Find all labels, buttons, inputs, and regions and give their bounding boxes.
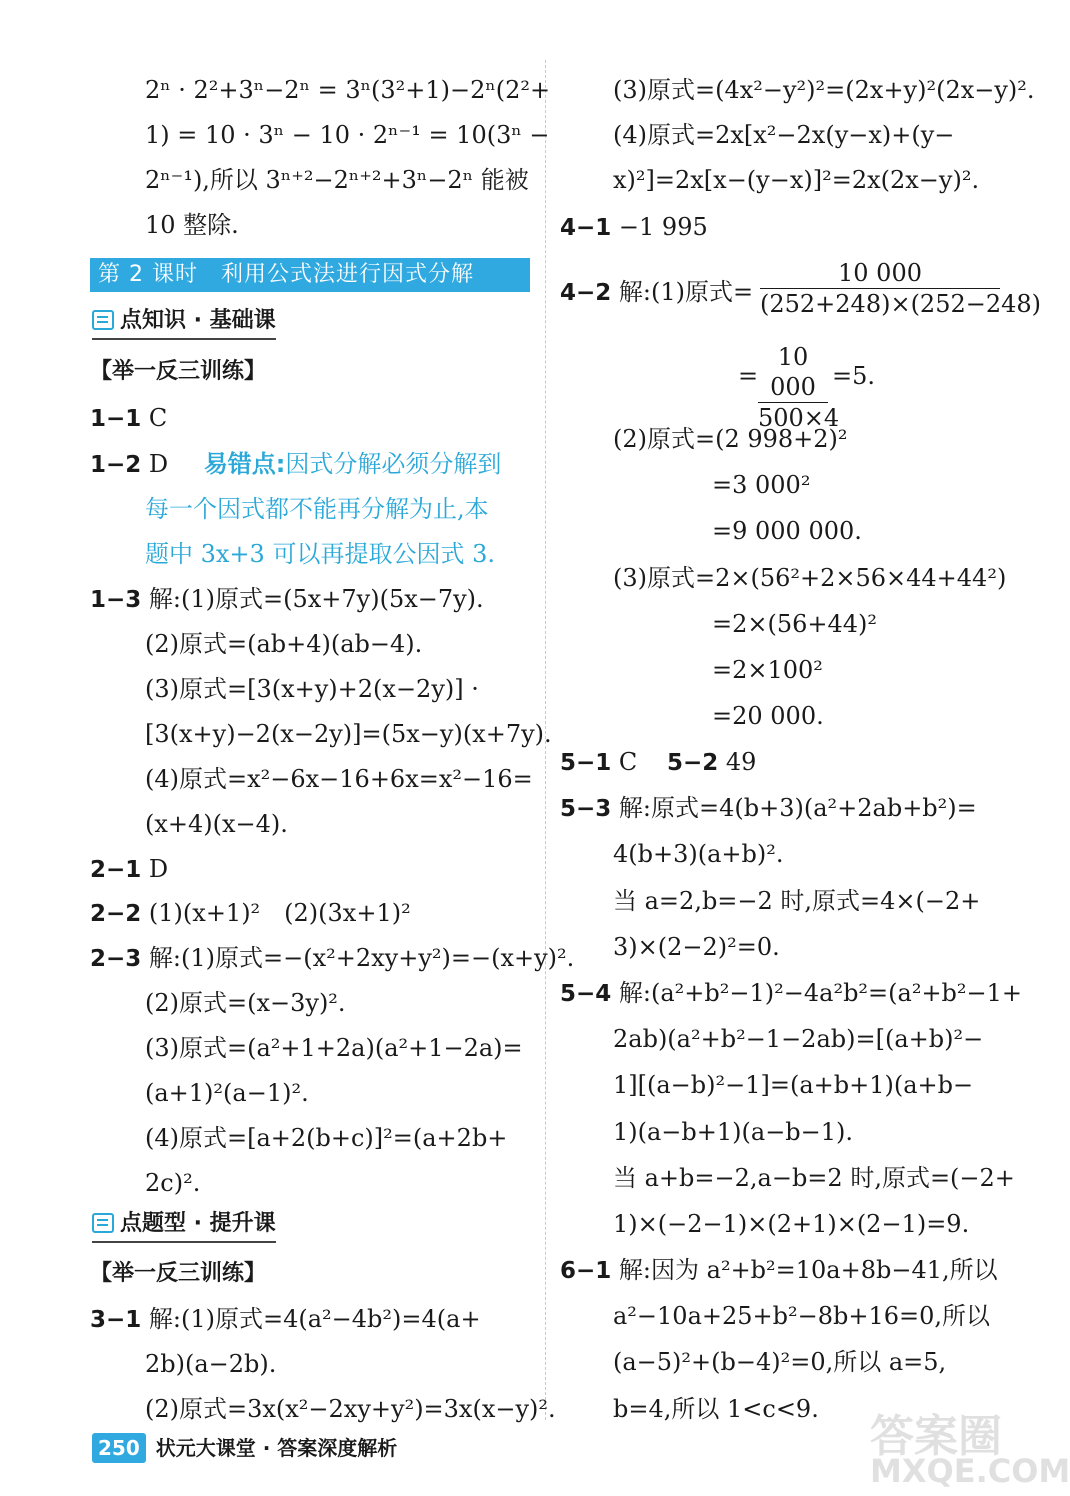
item-3-1 <box>90 1304 481 1335</box>
line-6-1-4: b=4,所以 1<c<9. <box>613 1395 819 1423</box>
item-1-3 <box>90 584 484 615</box>
intro-line-4: 10 整除. <box>145 211 239 239</box>
item-prefix: 解:(1)原式= <box>618 278 754 306</box>
fraction-1 <box>760 258 1042 319</box>
line-5-3-2: 4(b+3)(a+b)². <box>613 840 784 868</box>
line-5-3-3: 当 a=2,b=−2 时,原式=4×(−2+ <box>613 887 981 915</box>
line-5-4-3: 1][(a−b)²−1]=(a+b+1)(a+b− <box>613 1071 974 1099</box>
item-number: 1−3 <box>90 587 142 613</box>
equals-sign: = <box>738 362 759 390</box>
line-4-2-2: (2)原式=(2 998+2)² <box>613 425 848 453</box>
fraction-2-numerator: 10 000 <box>770 343 816 401</box>
page-number: 250 <box>92 1433 146 1463</box>
line-5-4-4: 1)(a−b+1)(a−b−1). <box>613 1118 854 1146</box>
line-4-2-6: =2×(56+44)² <box>712 610 878 638</box>
item-number: 2−2 <box>90 901 142 927</box>
item-answer: D <box>148 855 169 883</box>
item-2-2 <box>90 898 411 929</box>
item-number: 5−2 <box>666 750 719 776</box>
item-2-3 <box>90 943 574 974</box>
intro-line-2: 1) = 10 · 3ⁿ − 10 · 2ⁿ⁻¹ = 10(3ⁿ − <box>145 121 550 149</box>
fraction-2-denominator: 500×4 <box>758 404 840 432</box>
fraction-2 <box>758 342 840 433</box>
line-2-3-5: (4)原式=[a+2(b+c)]²=(a+2b+ <box>145 1124 508 1152</box>
item-5-4 <box>560 978 1022 1009</box>
line-3-1-5: (4)原式=2x[x²−2x(y−x)+(y− <box>613 121 955 149</box>
item-answer: 解:因为 a²+b²=10a+8b−41,所以 <box>618 1256 998 1284</box>
item-1-2 <box>90 449 501 480</box>
item-2-1 <box>90 854 168 885</box>
line-5-3-4: 3)×(2−2)²=0. <box>613 933 780 961</box>
item-answer: 解:(a²+b²−1)²−4a²b²=(a²+b²−1+ <box>618 979 1023 1007</box>
line-4-2-4: =9 000 000. <box>712 517 862 545</box>
line-2-3-6: 2c)². <box>145 1169 201 1197</box>
line-3-1-4: (3)原式=(4x²−y²)²=(2x+y)²(2x−y)². <box>613 76 1035 104</box>
line-1-3-3: (3)原式=[3(x+y)+2(x−2y)] · <box>145 675 479 703</box>
section-title-advanced <box>92 1209 276 1243</box>
note-line-1: 因式分解必须分解到 <box>285 450 502 478</box>
line-2-3-3: (3)原式=(a²+1+2a)(a²+1−2a)= <box>145 1034 523 1062</box>
line-2-3-4: (a+1)²(a−1)². <box>145 1079 309 1107</box>
item-number: 6−1 <box>560 1258 612 1284</box>
line-1-3-6: (x+4)(x−4). <box>145 810 288 838</box>
line-4-2-3: =3 000² <box>712 471 811 499</box>
note-line-2: 每一个因式都不能再分解为止,本 <box>145 495 489 523</box>
line-6-1-2: a²−10a+25+b²−8b+16=0,所以 <box>613 1302 991 1330</box>
item-answer: 解:(1)原式=4(a²−4b²)=4(a+ <box>148 1305 481 1333</box>
item-answer: D <box>148 450 169 478</box>
watermark-line-1: 答案圈 <box>870 1411 1002 1462</box>
fraction-1-denominator: (252+248)×(252−248) <box>760 290 1042 318</box>
book-title: 状元大课堂 · 答案深度解析 <box>155 1436 398 1460</box>
item-number: 4−1 <box>560 215 612 241</box>
item-answer: C <box>618 748 638 776</box>
lesson-banner: 第 2 课时 利用公式法进行因式分解 <box>90 258 530 292</box>
line-1-3-4: [3(x+y)−2(x−2y)]=(5x−y)(x+7y). <box>145 720 552 748</box>
fraction-2-result: =5. <box>832 362 876 390</box>
item-answer: −1 995 <box>618 213 708 241</box>
item-answer: (1)(x+1)² (2)(3x+1)² <box>148 899 411 927</box>
section-title-basic <box>92 306 276 340</box>
line-4-2-8: =20 000. <box>712 702 824 730</box>
line-3-1-3: (2)原式=3x(x²−2xy+y²)=3x(x−y)². <box>145 1395 556 1423</box>
item-number: 3−1 <box>90 1307 142 1333</box>
intro-line-1: 2ⁿ · 2²+3ⁿ−2ⁿ = 3ⁿ(3²+1)−2ⁿ(2²+ <box>145 76 551 104</box>
line-1-3-2: (2)原式=(ab+4)(ab−4). <box>145 630 423 658</box>
item-5-3 <box>560 793 977 824</box>
item-answer: 解:原式=4(b+3)(a²+2ab+b²)= <box>618 794 977 822</box>
watermark-line-2: MXQE.COM <box>870 1452 1070 1490</box>
line-1-3-5: (4)原式=x²−6x−16+6x=x²−16= <box>145 765 533 793</box>
item-number: 5−3 <box>560 796 612 822</box>
line-6-1-3: (a−5)²+(b−4)²=0,所以 a=5, <box>613 1348 947 1376</box>
line-3-1-6: x)²]=2x[x−(y−x)]²=2x(2x−y)². <box>613 166 980 194</box>
item-answer: C <box>148 404 168 432</box>
note-line-3: 题中 3x+3 可以再提取公因式 3. <box>145 540 495 568</box>
line-5-4-6: 1)×(−2−1)×(2+1)×(2−1)=9. <box>613 1210 970 1238</box>
item-number: 1−2 <box>90 452 142 478</box>
item-number: 2−3 <box>90 946 142 972</box>
line-2-3-2: (2)原式=(x−3y)². <box>145 989 346 1017</box>
note-label: 易错点: <box>203 450 286 478</box>
item-number: 5−1 <box>560 750 612 776</box>
watermark-logo <box>830 1400 1070 1490</box>
item-number: 1−1 <box>90 406 142 432</box>
item-1-1 <box>90 403 167 434</box>
line-4-2-7: =2×100² <box>712 656 823 684</box>
training-heading-1: 【举一反三训练】 <box>90 359 267 384</box>
item-number: 2−1 <box>90 857 142 883</box>
item-number: 5−4 <box>560 981 612 1007</box>
line-4-2-5: (3)原式=2×(56²+2×56×44+44²) <box>613 564 1007 592</box>
fraction-1-numerator: 10 000 <box>838 259 922 287</box>
training-heading-2: 【举一反三训练】 <box>90 1261 267 1286</box>
intro-line-3: 2ⁿ⁻¹),所以 3ⁿ⁺²−2ⁿ⁺²+3ⁿ−2ⁿ 能被 <box>145 166 529 194</box>
page-footer <box>92 1433 397 1463</box>
item-4-2 <box>560 277 753 308</box>
book-icon <box>92 310 114 330</box>
item-number: 4−2 <box>560 280 612 306</box>
item-answer: 解:(1)原式=−(x²+2xy+y²)=−(x+y)². <box>148 944 575 972</box>
item-4-1 <box>560 212 708 243</box>
line-5-4-2: 2ab)(a²+b²−1−2ab)=[(a+b)²− <box>613 1025 984 1053</box>
item-answer: 解:(1)原式=(5x+7y)(5x−7y). <box>148 585 484 613</box>
line-3-1-2: 2b)(a−2b). <box>145 1350 277 1378</box>
notebook-icon <box>92 1213 114 1233</box>
item-answer: 49 <box>725 748 757 776</box>
section-title-basic-label: 点知识 · 基础课 <box>120 308 276 333</box>
section-title-advanced-label: 点题型 · 提升课 <box>120 1211 276 1236</box>
item-6-1 <box>560 1255 998 1286</box>
item-5-1-and-5-2 <box>560 747 756 778</box>
line-5-4-5: 当 a+b=−2,a−b=2 时,原式=(−2+ <box>613 1164 1015 1192</box>
